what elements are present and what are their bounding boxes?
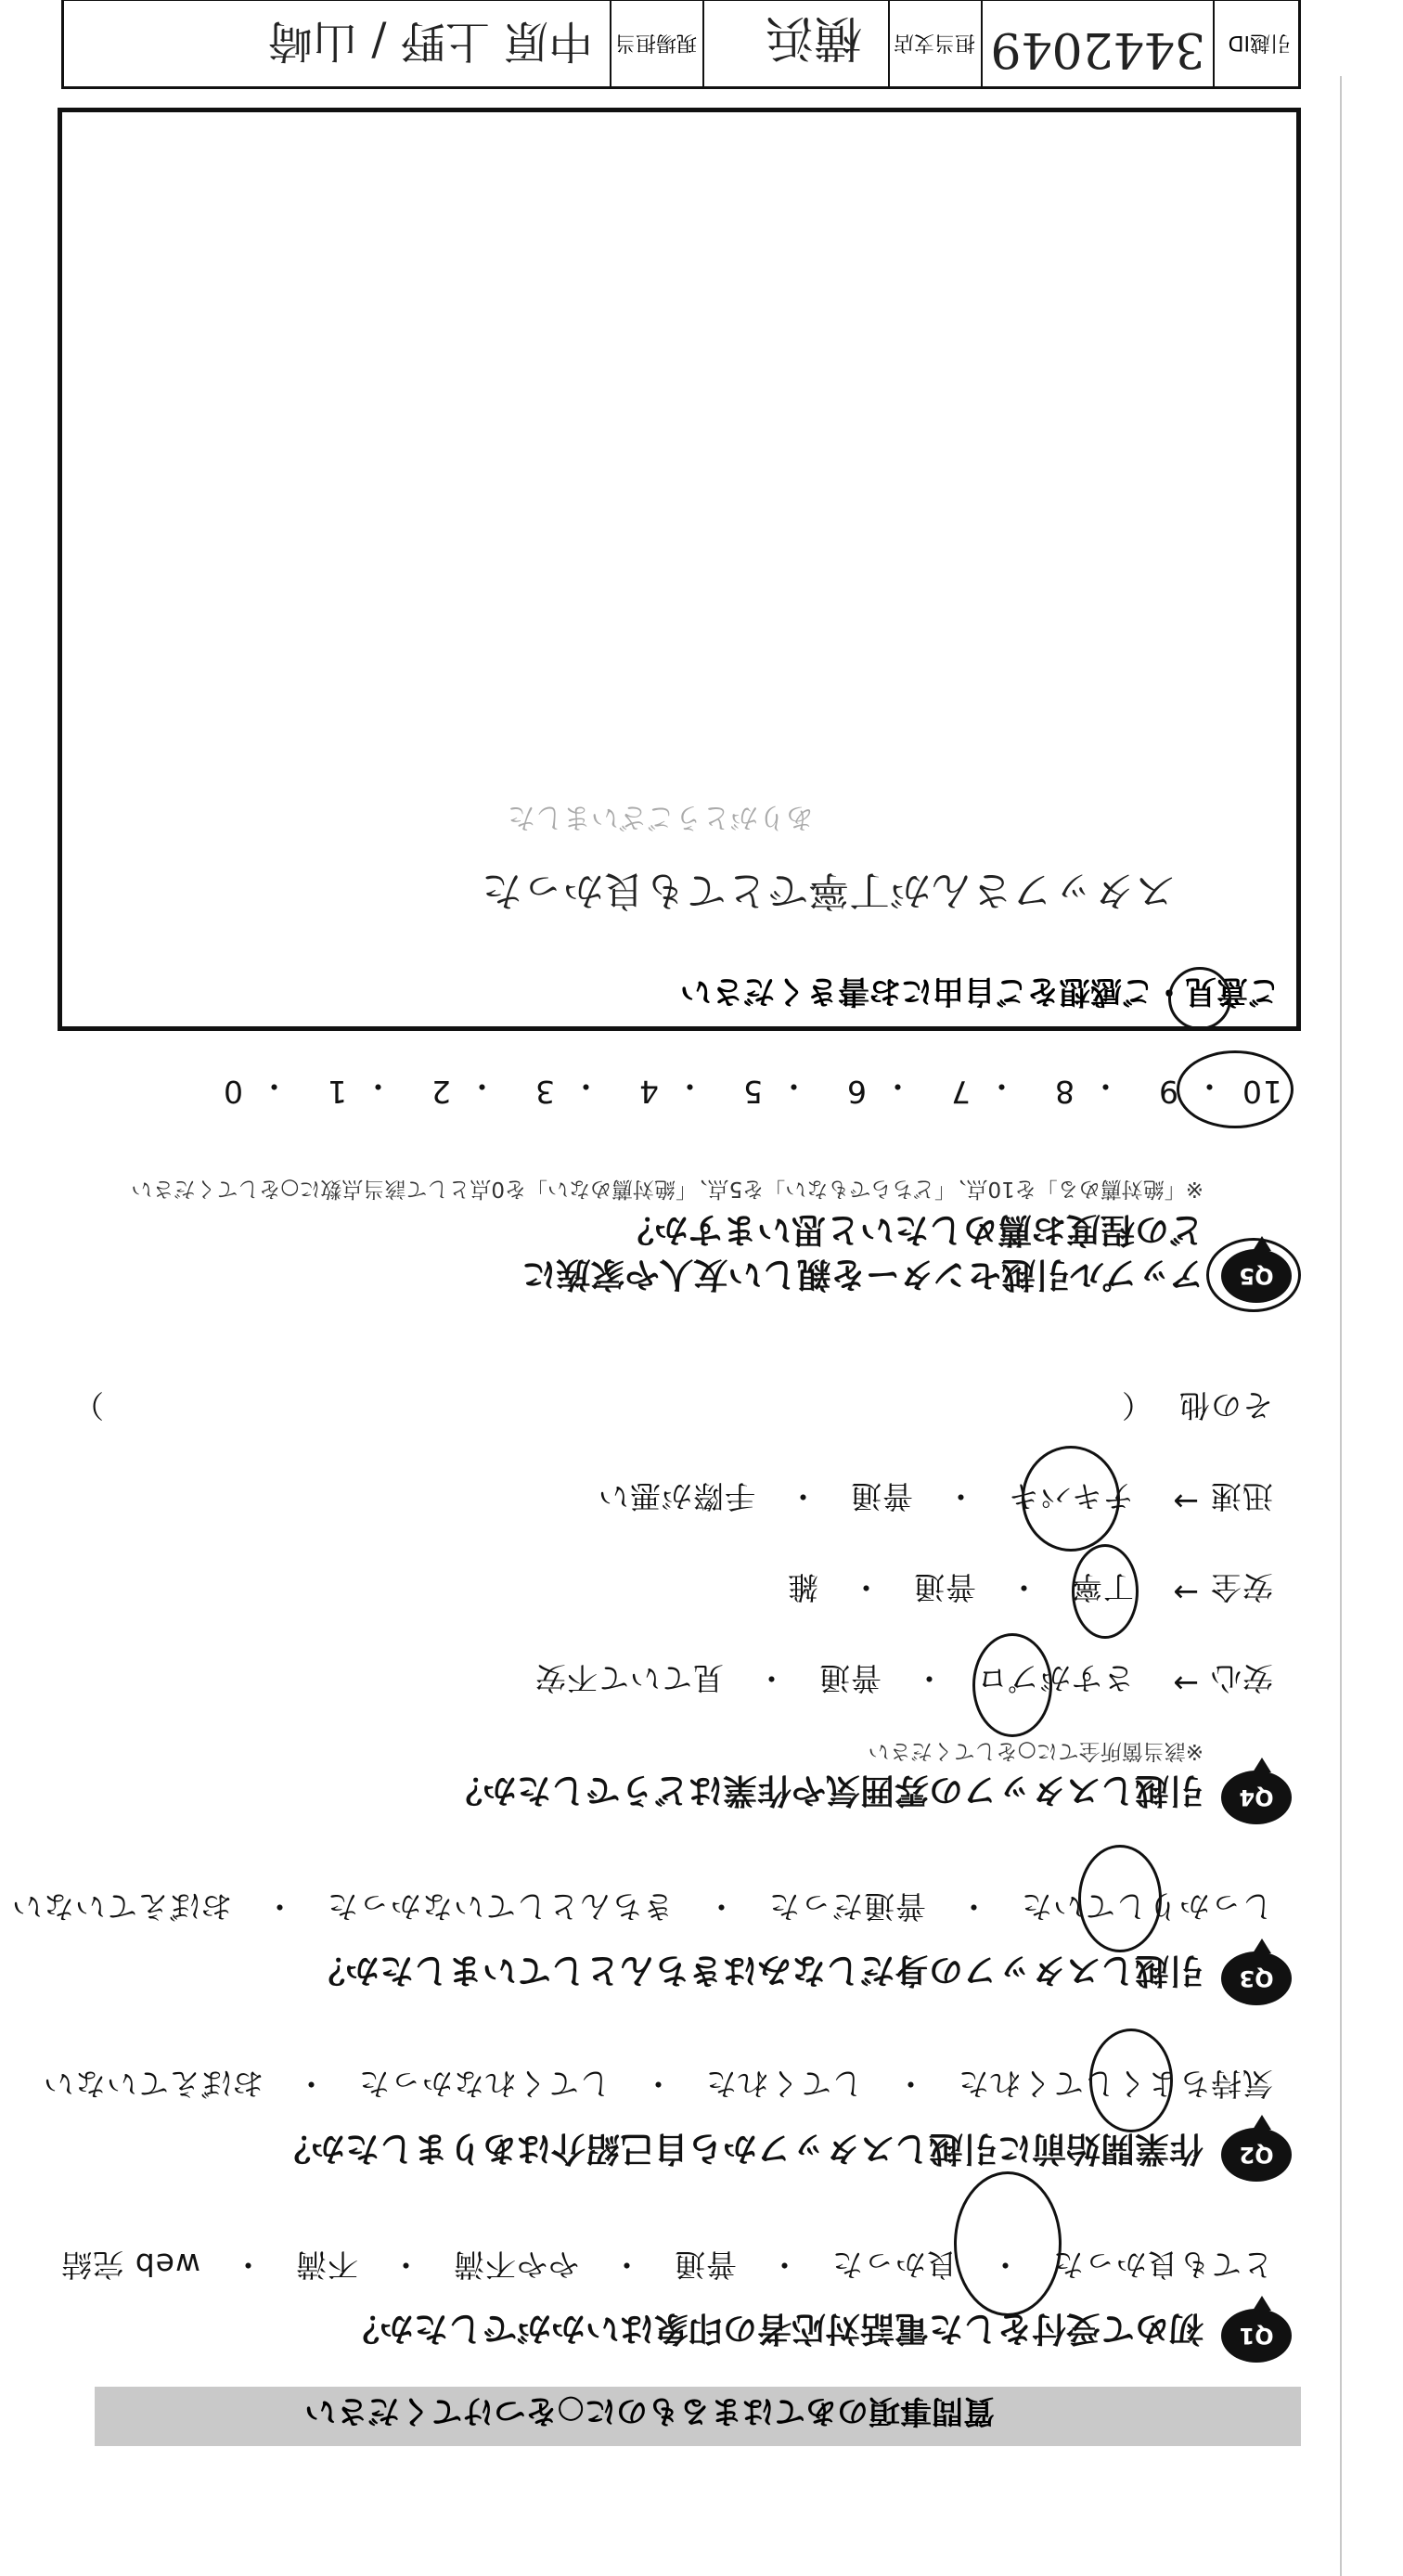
q5-score-6: 6: [846, 1074, 867, 1110]
header-divider-2: [981, 1, 983, 86]
q1-badge: Q1: [1221, 2309, 1292, 2363]
q5-score-7: 7: [950, 1074, 971, 1110]
header-id-label: 引越ID: [1228, 31, 1291, 54]
q5-score-8: 8: [1054, 1074, 1075, 1110]
q5-note: ※「絶対薦める」を10点、「どちらでもない」を5点、「絶対薦めない」を0点として該当点数に○をしてください: [131, 1177, 1203, 1201]
q2-answer-circle: [1089, 2029, 1173, 2132]
q5-answer-circle: [1177, 1050, 1294, 1128]
comment-heading: ご意見・ご感想をご自由にお書きください: [680, 972, 1280, 1010]
q5-score-separator: ・: [1089, 1068, 1121, 1104]
q4-row-anshin-label: 安心: [1210, 1660, 1273, 1696]
q5-title-line2: どの程度お薦めしたいと思いますか？: [620, 1210, 1203, 1250]
q2-title: 作業開始前に引越しスタッフから自己紹介はありましたか？: [277, 2129, 1203, 2169]
header-leader-label: 現場担当: [614, 31, 697, 54]
q5-title-line1: アップル引越センターを親しい友人や家族に: [521, 1255, 1203, 1294]
q4-row-anzen-label: 安全: [1210, 1569, 1273, 1605]
q5-score-separator: ・: [570, 1068, 601, 1104]
instruction-banner: [95, 2387, 1301, 2446]
q3-answer-circle: [1078, 1845, 1162, 1952]
q4-other-label: その他: [1178, 1387, 1273, 1423]
q3-title: 引越しスタッフの身だしなみはきちんとしていましたか？: [311, 1951, 1203, 1990]
q5-score-separator: ・: [985, 1068, 1017, 1104]
q4-row-anzen-options: 丁寧 ・ 普通 ・ 雑: [787, 1569, 1134, 1605]
q2-options: 気持ちよくしてくれた ・ してくれた ・ してくれなかった ・ おぼえていない: [43, 2066, 1273, 2102]
header-divider-1: [1213, 1, 1215, 86]
q4-row-jinsoku-options: テキパキ ・ 普通 ・ 手際が悪い: [598, 1478, 1134, 1514]
q1-title: 初めて受付をした電話対応者の印象はいかがでしたか？: [345, 2309, 1203, 2349]
q4-row-anshin-options: さすがプロ ・ 普通 ・ 見ていて不安: [534, 1660, 1134, 1696]
q5-badge: Q5: [1221, 1249, 1292, 1303]
q5-score-5: 5: [742, 1074, 763, 1110]
q4-other-open-paren: （: [1121, 1387, 1152, 1423]
header-divider-5: [610, 1, 611, 86]
comment-handwritten-line2: ありがとうございました: [508, 801, 814, 833]
q5-badge-mark-circle: [1206, 1238, 1301, 1312]
comment-box: [58, 108, 1301, 1031]
header-table: [61, 0, 1301, 89]
comment-handwritten-line1: スタッフさんが丁寧でとても良かった: [482, 867, 1176, 914]
q4-jinsoku-answer-circle: [1022, 1446, 1120, 1552]
q5-score-9: 9: [1158, 1074, 1178, 1110]
q5-score-3: 3: [534, 1074, 555, 1110]
q1-options: とても良かった ・ 良かった ・ 普通 ・ やや不満 ・ 不満 ・ web 完結: [60, 2247, 1273, 2283]
q5-score-separator: ・: [882, 1068, 913, 1104]
header-divider-4: [702, 1, 704, 86]
q4-title: 引越しスタッフの雰囲気や作業はどうでしたか？: [448, 1771, 1203, 1810]
q4-row-anzen-arrow: →: [1172, 1575, 1199, 1611]
q4-row-anshin-arrow: →: [1172, 1666, 1199, 1702]
header-divider-3: [888, 1, 890, 86]
q2-badge: Q2: [1221, 2128, 1292, 2182]
q4-row-jinsoku-label: 迅速: [1210, 1478, 1273, 1514]
q5-score-4: 4: [638, 1074, 659, 1110]
q3-options: しっかりしていた ・ 普通だった ・ きちんとしていなかった ・ おぼえていない: [11, 1888, 1273, 1925]
comment-mark-circle: [1168, 967, 1231, 1030]
q5-score-separator: ・: [778, 1068, 809, 1104]
header-branch-label: 担当支店: [893, 31, 975, 54]
header-leader-value: 中原 上野 / 山崎: [268, 15, 593, 67]
q4-row-jinsoku-arrow: →: [1172, 1484, 1199, 1520]
q4-other-close-paren: ）: [72, 1387, 104, 1423]
q5-score-separator: ・: [674, 1068, 705, 1104]
instruction-text: 質問事項のあてはまるものに○をつけてください: [304, 2392, 995, 2429]
header-id-value: 3442049: [990, 21, 1205, 77]
q5-score-separator: ・: [258, 1068, 290, 1104]
q4-anshin-answer-circle: [972, 1633, 1052, 1737]
q5-score-1: 1: [327, 1074, 347, 1110]
q4-note: ※該当箇所全てに○をしてください: [868, 1739, 1203, 1763]
q5-score-2: 2: [431, 1074, 451, 1110]
header-branch-value: 横浜: [765, 9, 862, 65]
q3-badge: Q3: [1221, 1951, 1292, 2005]
q5-score-10: 10: [1242, 1074, 1282, 1110]
q5-score-separator: ・: [1193, 1068, 1225, 1104]
q5-score-separator: ・: [466, 1068, 497, 1104]
q1-answer-circle: [954, 2171, 1062, 2316]
q5-score-separator: ・: [362, 1068, 393, 1104]
q5-score-0: 0: [223, 1074, 243, 1110]
q4-anzen-answer-circle: [1072, 1544, 1139, 1639]
q4-badge: Q4: [1221, 1771, 1292, 1824]
